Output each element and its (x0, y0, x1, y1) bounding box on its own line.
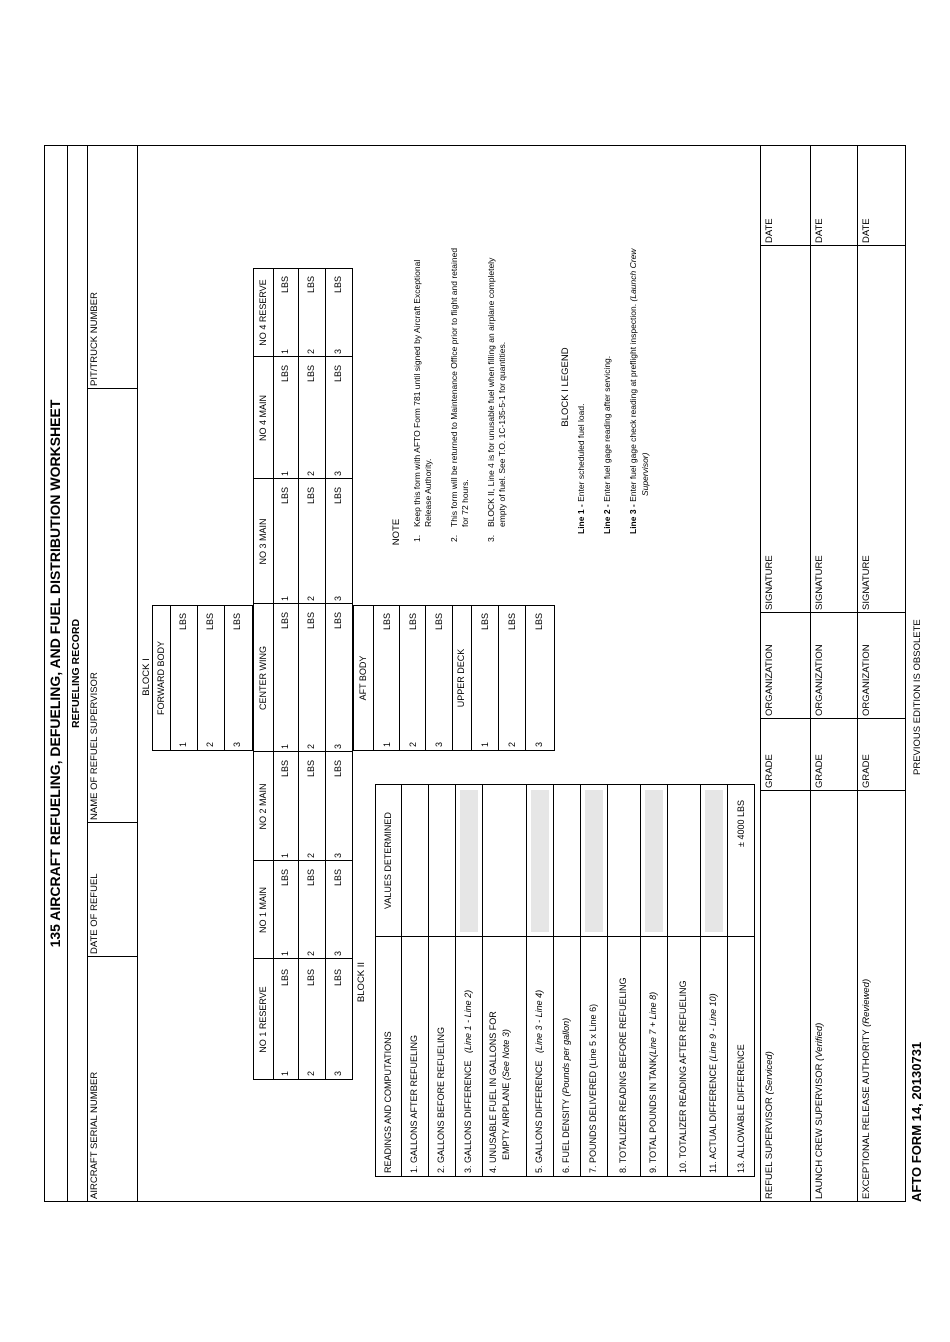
forward-body-header: FORWARD BODY (156, 641, 166, 716)
note-2-line-2: for 72 hours. (460, 479, 470, 527)
tank-unit: LBS (280, 759, 290, 777)
tank-unit: LBS (280, 275, 290, 293)
allowable-difference-value: ± 4000 LBS (736, 800, 746, 847)
tank-header-no4-reserve: NO 4 RESERVE (258, 279, 268, 346)
launch-crew-supervisor-label: LAUNCH CREW SUPERVISOR (Verified) (814, 1022, 825, 1199)
block2-row-6: 6. FUEL DENSITY (Pounds per gallon) (561, 1017, 571, 1173)
refuel-supervisor-name-field[interactable]: NAME OF REFUEL SUPERVISOR (89, 672, 100, 820)
grade-field[interactable]: GRADE (861, 754, 872, 788)
aft-body-line: 2 (408, 741, 418, 747)
tank-line-number: 3 (333, 470, 343, 476)
tank-unit: LBS (280, 968, 290, 986)
note-1-num: 1. (412, 534, 422, 542)
upper-deck-unit: LBS (507, 612, 517, 630)
tank-unit: LBS (333, 868, 343, 886)
aft-body-unit: LBS (408, 612, 418, 630)
legend-line-3: Line 3 - Enter fuel gage check reading at preflight inspection. (Launch Crew (628, 248, 638, 534)
tank-line-number: 1 (280, 743, 290, 749)
tank-line-number: 1 (280, 852, 290, 858)
forward-body-line: 1 (178, 741, 188, 747)
tank-unit: LBS (333, 968, 343, 986)
tank-header-no3-main: NO 3 MAIN (258, 518, 268, 565)
tank-line-number: 1 (280, 1070, 290, 1076)
date-field[interactable]: DATE (861, 218, 872, 243)
block2-row-4-cont: EMPTY AIRPLANE (See Note 3) (501, 1029, 511, 1160)
organization-field[interactable]: ORGANIZATION (814, 644, 825, 716)
value-cell-shaded (645, 790, 663, 932)
date-field[interactable]: DATE (764, 218, 775, 243)
tank-line-number: 3 (333, 595, 343, 601)
tank-unit: LBS (280, 611, 290, 629)
tank-line-number: 2 (306, 743, 316, 749)
tank-unit: LBS (280, 364, 290, 382)
aft-body-line: 3 (434, 741, 444, 747)
tank-line-number: 2 (306, 595, 316, 601)
upper-deck-line: 3 (534, 741, 544, 747)
block2-col-readings: READINGS AND COMPUTATIONS (383, 1031, 393, 1173)
value-cell-shaded (705, 790, 723, 932)
tank-line-number: 1 (280, 348, 290, 354)
legend-line-2: Line 2 - Enter fuel gage reading after servicing. (602, 355, 612, 534)
note-title: NOTE (391, 518, 402, 546)
obsolete-notice: PREVIOUS EDITION IS OBSOLETE (912, 619, 923, 775)
tank-line-number: 3 (333, 852, 343, 858)
block2-row-11: 11. ACTUAL DIFFERENCE (Line 9 - Line 10) (708, 993, 718, 1173)
tank-unit: LBS (333, 759, 343, 777)
note-1-line-2: Release Authority. (423, 458, 433, 527)
signature-field[interactable]: SIGNATURE (861, 555, 872, 610)
tank-unit: LBS (306, 275, 316, 293)
organization-field[interactable]: ORGANIZATION (861, 644, 872, 716)
tank-line-number: 2 (306, 470, 316, 476)
value-cell-shaded (585, 790, 603, 932)
block2-col-values: VALUES DETERMINED (383, 812, 393, 909)
tank-line-number: 3 (333, 950, 343, 956)
tank-unit: LBS (306, 968, 316, 986)
legend-title: BLOCK I LEGEND (560, 347, 571, 427)
block2-row-3: 3. GALLONS DIFFERENCE (Line 1 - Line 2) (463, 989, 473, 1173)
value-cell-shaded (460, 790, 478, 932)
block2-row-5: 5. GALLONS DIFFERENCE (Line 3 - Line 4) (534, 989, 544, 1173)
aft-body-header: AFT BODY (358, 655, 368, 701)
section-title: REFUELING RECORD (70, 618, 82, 729)
date-field[interactable]: DATE (814, 218, 825, 243)
tank-line-number: 2 (306, 348, 316, 354)
aft-body-line: 1 (382, 741, 392, 747)
tank-unit: LBS (306, 486, 316, 504)
tank-unit: LBS (280, 868, 290, 886)
exceptional-release-authority-label: EXCEPTIONAL RELEASE AUTHORITY (Reviewed) (861, 978, 872, 1199)
grade-field[interactable]: GRADE (764, 754, 775, 788)
note-2-num: 2. (449, 534, 459, 542)
aircraft-serial-number-field[interactable]: AIRCRAFT SERIAL NUMBER (89, 1071, 100, 1199)
tank-unit: LBS (333, 486, 343, 504)
pit-truck-number-field[interactable]: PIT/TRUCK NUMBER (89, 292, 100, 386)
forward-body-line: 2 (205, 741, 215, 747)
block2-row-13: 13. ALLOWABLE DIFFERENCE (736, 1044, 746, 1173)
tank-line-number: 1 (280, 595, 290, 601)
tank-header-center-wing: CENTER WING (258, 646, 268, 710)
signature-field[interactable]: SIGNATURE (764, 555, 775, 610)
tank-unit: LBS (280, 486, 290, 504)
tank-unit: LBS (306, 364, 316, 382)
block1-title: BLOCK I (141, 658, 152, 696)
tank-line-number: 1 (280, 950, 290, 956)
tank-unit: LBS (306, 759, 316, 777)
forward-body-unit: LBS (232, 612, 242, 630)
forward-body-unit: LBS (178, 612, 188, 630)
forward-body-unit: LBS (205, 612, 215, 630)
grade-field[interactable]: GRADE (814, 754, 825, 788)
note-3-line-1: BLOCK II, Line 4 is for unusable fuel when filling an airplane completely (486, 257, 496, 527)
upper-deck-line: 1 (480, 741, 490, 747)
upper-deck-header: UPPER DECK (456, 648, 466, 708)
forward-body-line: 3 (232, 741, 242, 747)
block2-row-8: 8. TOTALIZER READING BEFORE REFUELING (618, 977, 628, 1173)
form-title: 135 AIRCRAFT REFUELING, DEFUELING, AND FUEL DISTRIBUTION WORKSHEET (47, 399, 63, 948)
tank-unit: LBS (306, 868, 316, 886)
block2-row-4: 4. UNUSABLE FUEL IN GALLONS FOR (488, 1011, 498, 1173)
tank-header-no1-main: NO 1 MAIN (258, 887, 268, 934)
tank-header-no4-main: NO 4 MAIN (258, 395, 268, 442)
form-id: AFTO FORM 14, 20130731 (909, 1041, 924, 1202)
block2-title: BLOCK II (356, 961, 367, 1003)
note-3-num: 3. (486, 534, 496, 542)
block2-row-10: 10. TOTALIZER READING AFTER REFUELING (678, 980, 688, 1173)
legend-line-3-cont: Supervisor) (640, 452, 650, 496)
tank-line-number: 1 (280, 470, 290, 476)
date-of-refuel-field[interactable]: DATE OF REFUEL (89, 873, 100, 954)
block2-row-1: 1. GALLONS AFTER REFUELING (409, 1034, 419, 1173)
tank-unit: LBS (306, 611, 316, 629)
signature-field[interactable]: SIGNATURE (814, 555, 825, 610)
tank-unit: LBS (333, 611, 343, 629)
tank-unit: LBS (333, 275, 343, 293)
note-2-line-1: This form will be returned to Maintenance Office prior to flight and retained (449, 247, 459, 527)
tank-line-number: 2 (306, 1070, 316, 1076)
value-cell-shaded (531, 790, 549, 932)
upper-deck-unit: LBS (534, 612, 544, 630)
block2-row-2: 2. GALLONS BEFORE REFUELING (436, 1026, 446, 1173)
note-3-line-2: empty of fuel. See T.O. 1C-135-5-1 for quantities. (497, 341, 507, 527)
block2-row-9: 9. TOTAL POUNDS IN TANK(Line 7 + Line 8) (648, 991, 658, 1173)
tank-line-number: 2 (306, 950, 316, 956)
aft-body-unit: LBS (382, 612, 392, 630)
refuel-supervisor-label: REFUEL SUPERVISOR (Serviced) (764, 1051, 775, 1199)
tank-line-number: 3 (333, 348, 343, 354)
tank-line-number: 3 (333, 1070, 343, 1076)
tank-unit: LBS (333, 364, 343, 382)
tank-line-number: 3 (333, 743, 343, 749)
aft-body-unit: LBS (434, 612, 444, 630)
tank-header-no2-main: NO 2 MAIN (258, 783, 268, 830)
upper-deck-line: 2 (507, 741, 517, 747)
note-1-line-1: Keep this form with AFTO Form 781 until signed by Aircraft Exceptional (412, 259, 422, 527)
tank-line-number: 2 (306, 852, 316, 858)
organization-field[interactable]: ORGANIZATION (764, 644, 775, 716)
upper-deck-unit: LBS (480, 612, 490, 630)
block2-row-7: 7. POUNDS DELIVERED (Line 5 x Line 6) (588, 1003, 598, 1173)
tank-header-no1-reserve: NO 1 RESERVE (258, 986, 268, 1053)
legend-line-1: Line 1 - Enter scheduled fuel load. (576, 403, 586, 534)
